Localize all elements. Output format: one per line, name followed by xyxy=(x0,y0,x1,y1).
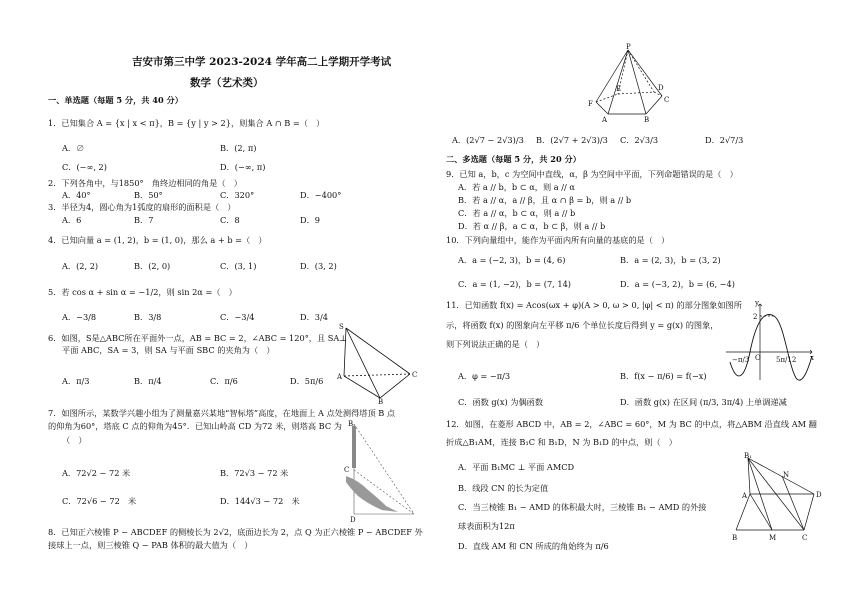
q11-label-5pi-12: 5π/12 xyxy=(776,356,797,364)
q10-option-a: A．a = (−2, 3)，b = (4, 6) xyxy=(458,255,566,265)
q9-option-d: D．若 α // β，a ⊂ α，b ⊂ β，则 a // b xyxy=(458,221,606,231)
q10-stem: 10．下列向量组中，能作为平面内所有向量的基底的是（ ） xyxy=(446,235,670,245)
q8-label-c: C xyxy=(664,96,670,104)
q12-option-c-line1: C．当三棱锥 B₁ − AMD 的体积最大时，三棱锥 B₁ − AMD 的外接 xyxy=(458,502,707,512)
q6-option-d: D．5π/6 xyxy=(290,376,324,386)
q8-label-b: B xyxy=(644,116,650,124)
q12-stem-line1: 12．如图，在菱形 ABCD 中，AB = 2，∠ABC = 60°，M 为 BC 的中点，将△ABM 沿直线 AM 翻 xyxy=(446,419,817,429)
q10-option-b: B．a = (2, 3)，b = (3, 2) xyxy=(620,255,721,265)
q8-option-a: A．(2√7 − 2√3)/3 xyxy=(452,135,524,145)
q12-option-a: A．平面 B₁MC ⊥ 平面 AMCD xyxy=(458,462,575,472)
q6-stem-line2: 平面 ABC，SA = 3，则 SA 与平面 SBC 的夹角为（ ） xyxy=(62,345,275,355)
q11-option-a: A．φ = −π/3 xyxy=(458,371,511,381)
q5-stem: 5．若 cos α + sin α = −1/2，则 sin 2α =（ ） xyxy=(48,287,237,297)
page-subtitle: 数学（艺术类） xyxy=(190,77,264,89)
q12-label-c: C xyxy=(802,534,808,542)
section-multiple-choice: 二、多选题（每题 5 分，共 20 分） xyxy=(446,154,581,164)
q4-option-a: A．(2, 2) xyxy=(62,261,99,271)
q8-option-c: C．2√3/3 xyxy=(620,135,659,145)
q4-option-d: D．(3, 2) xyxy=(300,261,337,271)
q12-label-a: A xyxy=(742,492,748,500)
q7-label-b: B xyxy=(348,420,354,428)
q1-stem: 1．已知集合 A = {x | x < π}，B = {y | y > 2}，则集合 A ∩ B =（ ） xyxy=(48,118,325,128)
q12-stem-line2: 折成△B₁AM，连接 B₁C 和 B₁D，N 为 B₁D 的中点，则（ ） xyxy=(446,437,677,447)
q12-option-c-line2: 球表面积为12π xyxy=(458,521,515,531)
q11-axis-x-label: x xyxy=(810,354,814,362)
q7-option-b: B．72√3 − 72 米 xyxy=(220,468,289,478)
q7-option-d: D．144√3 − 72 米 xyxy=(220,496,300,506)
q11-option-c: C．函数 g(x) 为偶函数 xyxy=(458,397,544,407)
q8-label-p: P xyxy=(626,43,631,51)
q7-label-c: C xyxy=(344,466,350,474)
q11-option-d: D．函数 g(x) 在区间 (π/3, 3π/4) 上单调递减 xyxy=(620,397,787,407)
q12-label-d: D xyxy=(816,491,822,499)
section-single-choice: 一、单选题（每题 5 分，共 40 分） xyxy=(48,95,183,105)
q8-option-b: B．(2√7 + 2√3)/3 xyxy=(536,135,608,145)
q5-option-b: B．3/8 xyxy=(134,312,162,322)
q6-option-a: A．π/3 xyxy=(62,376,90,386)
q9-option-a: A．若 a // b，b ⊂ α，则 a // α xyxy=(458,182,575,192)
q7-option-c: C．72√6 − 72 米 xyxy=(62,496,137,506)
q3-stem: 3．半径为4，圆心角为1弧度的扇形的面积是（ ） xyxy=(48,202,236,212)
q6-option-b: B．π/4 xyxy=(134,376,162,386)
q12-option-b: B．线段 CN 的长为定值 xyxy=(458,483,549,493)
q6-label-b: B xyxy=(378,398,384,406)
q4-option-b: B．(2, 0) xyxy=(134,261,171,271)
q7-stem-line2: 的仰角为60°，塔底 C 点的仰角为45°．已知山岭高 CD 为72 米，则塔高 BC 为 xyxy=(48,421,342,431)
q2-option-d: D．−400° xyxy=(300,190,342,200)
q7-label-d: D xyxy=(350,516,356,524)
page-title: 吉安市第三中学 2023-2024 学年高二上学期开学考试 xyxy=(132,56,392,68)
q6-label-a: A xyxy=(337,373,343,381)
q8-label-d: D xyxy=(658,84,664,92)
q9-stem: 9．已知 a，b，c 为空间中直线，α，β 为空间中平面，下列命题错误的是（ ） xyxy=(446,169,738,179)
q12-label-b: B xyxy=(732,534,738,542)
q6-stem-line1: 6．如图，S是△ABC所在平面外一点，AB = BC = 2，∠ABC = 120°，且 SA⊥ xyxy=(48,333,347,343)
q6-label-c: C xyxy=(412,371,418,379)
q8-label-f: F xyxy=(588,100,593,108)
q2-option-c: C．320° xyxy=(220,190,255,200)
q11-stem-line1: 11．已知函数 f(x) = Acos(ωx + φ)(A > 0, ω > 0, |φ| < π) 的部分图象如图所 xyxy=(446,300,742,310)
q7-stem-line3: （ ） xyxy=(62,435,87,445)
q11-label-neg-pi-3: −π/3 xyxy=(732,356,750,364)
q8-label-a: A xyxy=(602,116,608,124)
q11-label-two: 2 xyxy=(753,313,758,321)
q7-option-a: A．72√2 − 72 米 xyxy=(62,468,131,478)
q11-stem-line3: 则下列说法正确的是（ ） xyxy=(446,339,545,349)
q10-option-d: D．a = (−3, 2)，b = (6, −4) xyxy=(620,279,735,289)
q11-stem-line2: 示，将函数 f(x) 的图象向左平移 π/6 个单位长度后得到 y = g(x) 的图象， xyxy=(446,320,719,330)
q6-label-s: S xyxy=(339,323,344,331)
q3-option-a: A．6 xyxy=(62,215,82,225)
q11-cosine-graph xyxy=(726,300,816,384)
q4-stem: 4．已知向量 a = (1, 2)，b = (1, 0)，那么 a + b =（ ） xyxy=(48,235,267,245)
q2-stem: 2．下列各角中，与1850° 角终边相同的角是（ ） xyxy=(48,178,242,188)
q12-option-d: D．直线 AM 和 CN 所成的角始终为 π/6 xyxy=(458,541,609,551)
q12-label-b1: B₁ xyxy=(744,452,752,460)
q1-option-b: B．(2, π) xyxy=(220,143,257,153)
q8-hexagonal-pyramid-figure xyxy=(588,44,678,124)
q12-rhombus-fold-figure xyxy=(732,452,822,544)
q2-option-a: A．40° xyxy=(62,190,91,200)
q11-label-origin: O xyxy=(755,354,761,362)
q3-option-d: D．9 xyxy=(300,215,320,225)
q5-option-c: C．−3/4 xyxy=(220,312,255,322)
q5-option-d: D．3/4 xyxy=(300,312,328,322)
q1-option-c: C．(−∞, 2) xyxy=(62,162,107,172)
q8-option-d: D．2√7/3 xyxy=(705,135,744,145)
q4-option-c: C．(3, 1) xyxy=(220,261,257,271)
q10-option-c: C．a = (1, −2)，b = (7, 14) xyxy=(458,279,571,289)
q3-option-b: B．7 xyxy=(134,215,154,225)
q7-tower-figure xyxy=(338,420,418,524)
q8-stem-line2: 接球上一点，则三棱锥 Q − PAB 体积的最大值为（ ） xyxy=(48,540,253,550)
q11-option-b: B．f(x − π/6) = f(−x) xyxy=(620,371,707,381)
q8-label-e: E xyxy=(616,85,622,93)
q6-option-c: C．π/6 xyxy=(210,376,238,386)
q11-axis-y-label: y xyxy=(755,299,759,307)
q9-option-b: B．若 a // α，a // β，且 α ∩ β = b，则 a // b xyxy=(458,195,632,205)
q7-stem-line1: 7．如图所示，某数学兴趣小组为了测量嘉兴某地“智标塔”高度，在地面上 A 点处测得塔顶 B 点 xyxy=(48,408,396,418)
q2-option-b: B．50° xyxy=(134,190,163,200)
q1-option-a: A．∅ xyxy=(62,143,85,153)
q3-option-c: C．8 xyxy=(220,215,240,225)
q12-label-m: M xyxy=(769,534,777,542)
q8-stem-line1: 8．已知正六棱锥 P − ABCDEF 的侧棱长为 2√2，底面边长为 2，点 Q 为正六棱锥 P − ABCDEF 外 xyxy=(48,527,423,537)
q6-pyramid-figure xyxy=(336,320,420,404)
q12-label-n: N xyxy=(783,471,790,479)
q1-option-d: D．(−∞, π) xyxy=(220,162,266,172)
q9-option-c: C．若 a // α，b ⊂ α，则 a // b xyxy=(458,208,576,218)
q5-option-a: A．−3/8 xyxy=(62,312,97,322)
